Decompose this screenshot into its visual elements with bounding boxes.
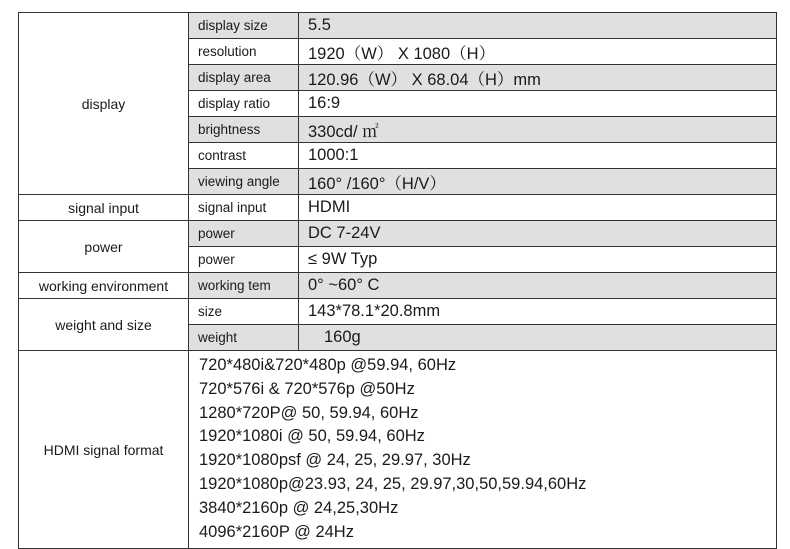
hdmi-format-item: 1920*1080p@23.93, 24, 25, 29.97,30,50,59.94,60Hz	[199, 474, 587, 493]
hdmi-format-item: 1920*1080psf @ 24, 25, 29.97, 30Hz	[199, 451, 471, 470]
row-label: display area	[189, 65, 299, 91]
hdmi-format-item: 4096*2160P @ 24Hz	[199, 522, 354, 541]
hdmi-format-item: 720*576i & 720*576p @50Hz	[199, 379, 415, 398]
row-value: 1000:1	[299, 143, 777, 169]
group-hdmi-signal-format: HDMI signal format	[19, 351, 189, 549]
hdmi-format-item: 3840*2160p @ 24,25,30Hz	[199, 498, 399, 517]
row-label: resolution	[189, 39, 299, 65]
group-display: display	[19, 13, 189, 195]
row-value: 120.96（W） X 68.04（H）mm	[299, 65, 777, 91]
row-label: contrast	[189, 143, 299, 169]
table-row	[19, 195, 777, 221]
row-label: working tem	[189, 273, 299, 299]
row-value: 160° /160°（H/V）	[299, 169, 777, 195]
row-label: size	[189, 299, 299, 325]
row-label: brightness	[189, 117, 299, 143]
row-label: weight	[189, 325, 299, 351]
row-value: 0° ~60° C	[299, 273, 777, 299]
hdmi-format-item: 1920*1080i @ 50, 59.94, 60Hz	[199, 427, 425, 446]
group-signal-input: signal input	[19, 195, 189, 221]
row-label: display ratio	[189, 91, 299, 117]
row-label: signal input	[189, 195, 299, 221]
row-value: 330cd/ ㎡	[299, 117, 777, 143]
group-working-environment: working environment	[19, 273, 189, 299]
row-value: HDMI	[299, 195, 777, 221]
row-value: 1920（W） X 1080（H）	[299, 39, 777, 65]
table-row	[19, 351, 777, 549]
row-value-text: 160g	[324, 328, 361, 346]
spec-table	[18, 12, 777, 549]
row-value: 16:9	[299, 91, 777, 117]
row-label: power	[189, 221, 299, 247]
row-label: viewing angle	[189, 169, 299, 195]
hdmi-format-item: 720*480i&720*480p @59.94, 60Hz	[199, 356, 457, 374]
table-row	[19, 299, 777, 325]
group-weight-and-size: weight and size	[19, 299, 189, 351]
row-value: DC 7-24V	[299, 221, 777, 247]
hdmi-format-item: 1280*720P@ 50, 59.94, 60Hz	[199, 403, 419, 422]
row-label: power	[189, 247, 299, 273]
row-value	[299, 325, 777, 351]
table-row	[19, 221, 777, 247]
table-row	[19, 13, 777, 39]
row-value: 143*78.1*20.8mm	[299, 299, 777, 325]
table-row	[19, 273, 777, 299]
hdmi-format-list	[189, 351, 777, 549]
group-power: power	[19, 221, 189, 273]
row-value: ≤ 9W Typ	[299, 247, 777, 273]
row-value: 5.5	[299, 13, 777, 39]
row-label: display size	[189, 13, 299, 39]
